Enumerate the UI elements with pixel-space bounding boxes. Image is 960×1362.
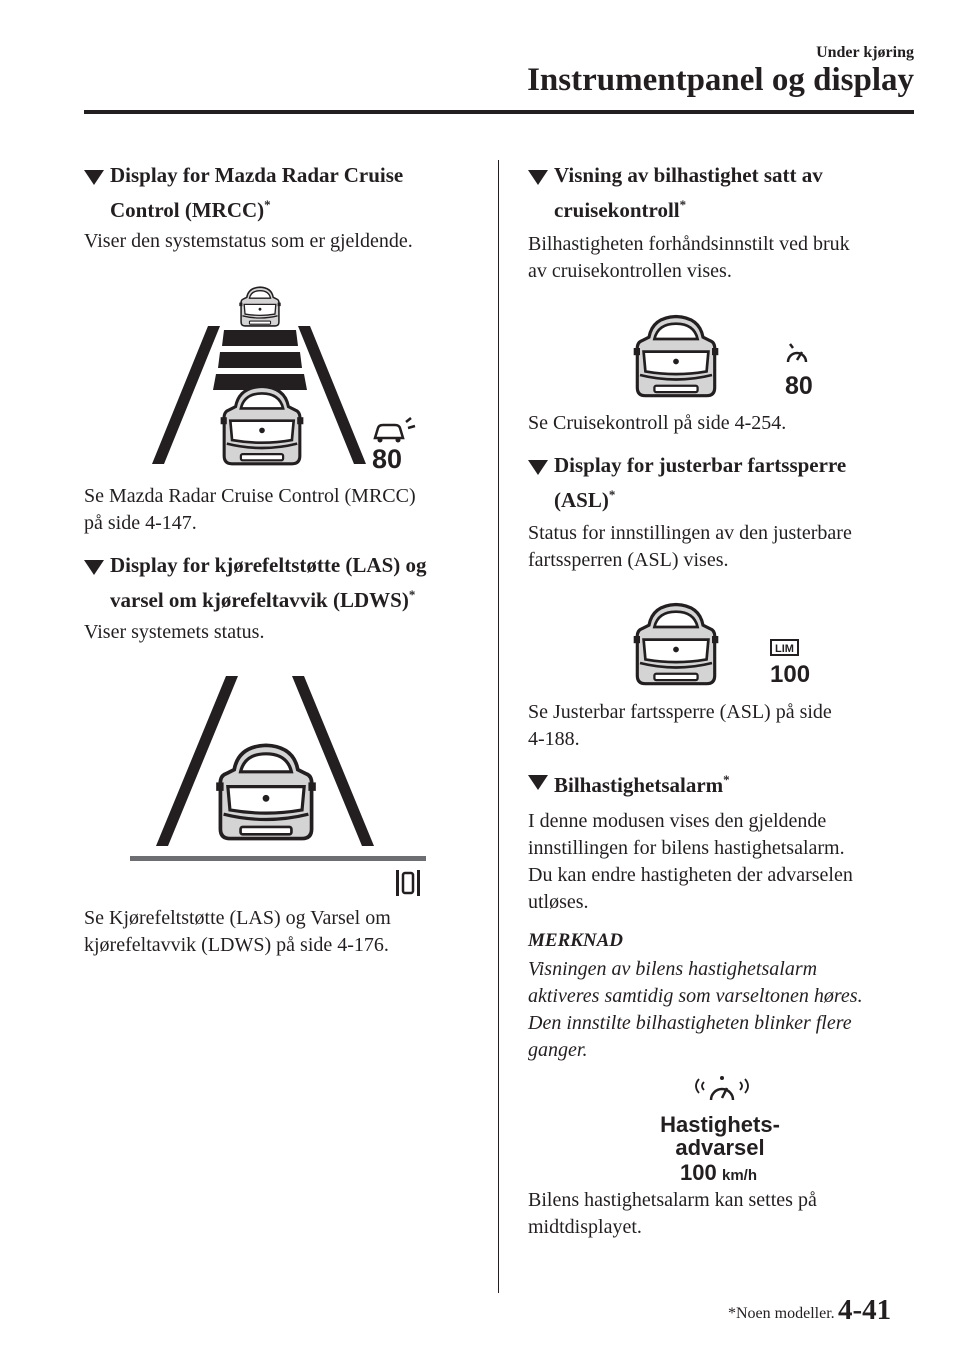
page-title: Instrumentpanel og display xyxy=(527,62,914,98)
alarm-title-line: advarsel xyxy=(675,1135,765,1160)
alarm-title-line: Hastighets- xyxy=(660,1112,780,1137)
alarm-speed-unit: km/h xyxy=(722,1167,758,1184)
cruise-figure xyxy=(628,312,828,406)
cruise-body xyxy=(528,231,850,285)
reference-line: kjørefeltavvik (LDWS) på side 4-176. xyxy=(84,934,389,956)
mrcc-body xyxy=(84,228,413,255)
model-star: * xyxy=(408,587,416,602)
las-body xyxy=(84,619,264,646)
note-line: Visningen av bilens hastighetsalarm xyxy=(528,958,818,980)
own-car-icon xyxy=(634,605,719,684)
alarm-closing xyxy=(528,1187,817,1241)
heading-asl xyxy=(528,450,846,515)
body-line: Du kan endre hastigheten der advarselen xyxy=(528,864,853,886)
body-line: innstillingen for bilens hastighetsalarm. xyxy=(528,837,845,859)
heading-line: Display for kjørefeltstøtte (LAS) og xyxy=(110,553,427,577)
body-line: Bilens hastighetsalarm kan settes på xyxy=(528,1189,817,1211)
body-line: midtdisplayet. xyxy=(528,1216,642,1238)
speed-alarm-figure xyxy=(640,1070,800,1186)
model-star: * xyxy=(264,197,271,212)
model-star: * xyxy=(679,197,687,212)
chapter-label: Under kjøring xyxy=(816,44,914,61)
note-label: MERKNAD xyxy=(528,930,624,951)
own-car-icon xyxy=(634,317,719,396)
body-line: I denne modusen vises den gjeldende xyxy=(528,810,827,832)
body-line: av cruisekontrollen vises. xyxy=(528,260,732,282)
model-star: * xyxy=(608,487,616,502)
asl-body xyxy=(528,520,852,574)
distance-bar xyxy=(222,330,298,346)
cruise-reference xyxy=(528,410,786,437)
body-line: Viser systemets status. xyxy=(84,621,265,643)
lane-line-right xyxy=(298,326,366,464)
heading-line: Bilhastighetsalarm xyxy=(554,773,724,797)
distance-bar xyxy=(218,352,302,368)
lane-assist-icon xyxy=(396,870,420,896)
own-car-icon xyxy=(216,745,316,838)
heading-line: Display for justerbar fartssperre xyxy=(554,453,847,477)
reference-line: Se Justerbar fartssperre (ASL) på side xyxy=(528,701,832,723)
lead-car-icon xyxy=(239,287,280,326)
heading-cruise xyxy=(528,160,823,225)
reference-line: Se Cruisekontroll på side 4-254. xyxy=(528,412,787,434)
heading-las xyxy=(84,550,427,615)
body-line: Bilhastigheten forhåndsinnstilt ved bruk xyxy=(528,233,850,255)
triangle-bullet-icon xyxy=(84,170,104,185)
heading-line: Visning av bilhastighet satt av xyxy=(554,163,823,187)
heading-line: Display for Mazda Radar Cruise xyxy=(110,163,404,187)
page-number: 4-41 xyxy=(838,1294,892,1326)
column-divider xyxy=(498,160,499,1293)
set-speed: 80 xyxy=(372,444,403,472)
mrcc-figure xyxy=(150,282,440,472)
heading-line: (ASL) xyxy=(554,488,609,512)
heading-line: cruisekontroll xyxy=(554,198,680,222)
body-line: utløses. xyxy=(528,891,589,913)
set-speed: 80 xyxy=(785,372,813,400)
footnote: *Noen modeller. xyxy=(728,1305,835,1322)
heading-line: varsel om kjørefeltavvik (LDWS) xyxy=(110,588,409,612)
heading-line: Control (MRCC) xyxy=(110,198,265,222)
own-car-icon xyxy=(221,386,304,463)
reference-line: Se Mazda Radar Cruise Control (MRCC) xyxy=(84,485,416,507)
body-line: Status for innstillingen av den justerbare xyxy=(528,522,852,544)
heading-mrcc xyxy=(84,160,403,225)
model-star: * xyxy=(723,772,730,787)
asl-reference xyxy=(528,699,832,753)
reference-line: Se Kjørefeltstøtte (LAS) og Varsel om xyxy=(84,907,391,929)
note-line: Den innstilte bilhastigheten blinker flere xyxy=(528,1012,852,1034)
triangle-bullet-icon xyxy=(528,775,548,790)
dashboard-line xyxy=(130,856,426,861)
alarm-body xyxy=(528,808,853,916)
body-line: fartssperren (ASL) vises. xyxy=(528,549,729,571)
speed-alarm-icon xyxy=(696,1076,748,1100)
radar-cruise-icon xyxy=(375,418,415,443)
triangle-bullet-icon xyxy=(528,170,548,185)
las-reference xyxy=(84,905,391,959)
asl-figure xyxy=(628,600,828,692)
body-line: Viser den systemstatus som er gjeldende. xyxy=(84,230,413,252)
note-line: aktiveres samtidig som varseltonen høres. xyxy=(528,985,863,1007)
lane-line-left xyxy=(152,326,220,464)
set-speed: 100 xyxy=(770,661,811,688)
mrcc-reference xyxy=(84,483,416,537)
note-text xyxy=(528,956,863,1064)
cruise-speedometer-icon xyxy=(788,344,806,362)
las-figure xyxy=(128,672,428,900)
reference-line: 4-188. xyxy=(528,728,580,750)
triangle-bullet-icon xyxy=(528,460,548,475)
heading-alarm xyxy=(528,765,730,800)
header-rule xyxy=(84,110,914,114)
alarm-speed: 100 xyxy=(680,1160,717,1185)
triangle-bullet-icon xyxy=(84,560,104,575)
limiter-badge-text: LIM xyxy=(775,643,794,655)
reference-line: på side 4-147. xyxy=(84,512,197,534)
note-line: ganger. xyxy=(528,1039,588,1061)
